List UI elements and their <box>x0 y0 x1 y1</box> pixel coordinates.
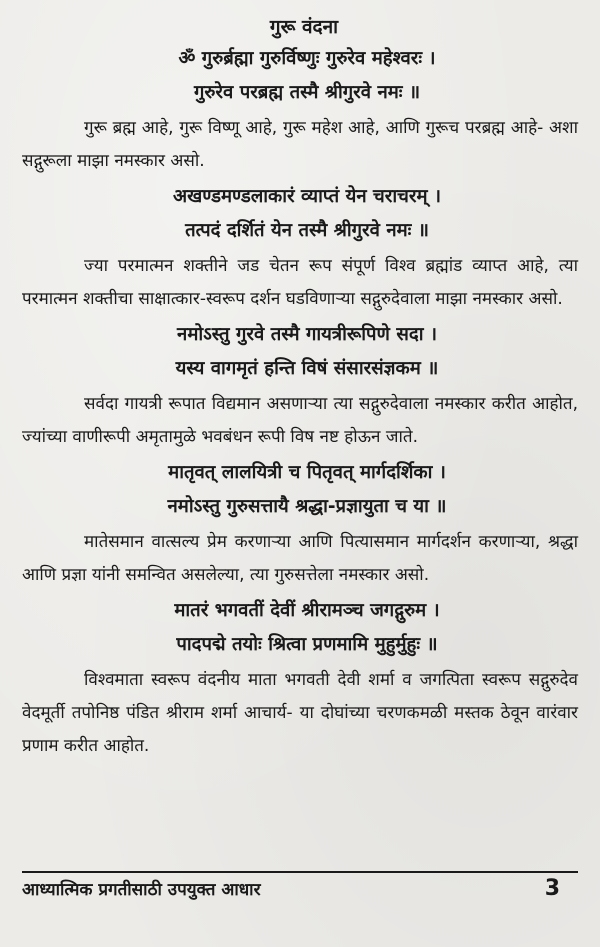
footer-divider <box>22 871 578 873</box>
section-3 <box>22 318 578 454</box>
verse-line: ॐ गुरुर्ब्रह्मा गुरुर्विष्णुः गुरुरेव महेश्वरः । <box>178 48 436 69</box>
verse-line: पादपद्मे तयोः श्रित्वा प्रणमामि मुहुर्मुहुः ॥ <box>176 634 438 655</box>
verse-meaning-text: गुरू ब्रह्म आहे, गुरू विष्णू आहे, गुरू महेश आहे, आणि गुरूच परब्रह्म आहे- अशा सद्गुरूला माझा नमस्कार असो. <box>22 118 578 171</box>
verse-line: नमोऽस्तु गुरुसत्तायै श्रद्धा-प्रज्ञायुता च या ॥ <box>167 496 447 517</box>
verse-line: यस्य वागमृतं हन्ति विषं संसारसंज्ञकम ॥ <box>175 358 439 379</box>
running-footer-title: आध्यात्मिक प्रगतीसाठी उपयुक्त आधार <box>22 880 261 900</box>
verse-line: तत्पदं दर्शितं येन तस्मै श्रीगुरवे नमः ॥ <box>185 220 429 241</box>
page-footer <box>22 876 578 901</box>
section-5 <box>22 594 578 763</box>
verse-line: नमोऽस्तु गुरवे तस्मै गायत्रीरूपिणे सदा । <box>177 324 437 345</box>
verse-meaning-text: मातेसमान वात्सल्य प्रेम करणाऱ्या आणि पित्यासमान मार्गदर्शन करणाऱ्या, श्रद्धा आणि प्रज्ञा यांनी समन्वित असलेल्या, त्या गुरुसत्तेला नमस्कार असो. <box>22 532 578 585</box>
verse-meaning-text: सर्वदा गायत्री रूपात विद्यमान असणाऱ्या त्या सद्गुरुदेवाला नमस्कार करीत आहोत, ज्यांच्या वाणीरूपी अमृतामुळे भवबंधन रूपी विष नष्ट होऊन जाते. <box>22 394 578 447</box>
verse-meaning-text: ज्या परमात्मन शक्तीने जड चेतन रूप संपूर्ण विश्व ब्रह्मांड व्याप्त आहे, त्या परमात्मन शक्तीचा साक्षात्कार-स्वरूप दर्शन घडविणाऱ्या सद्गुरुदेवाला माझा नमस्कार असो. <box>22 256 578 309</box>
verse-meaning <box>22 112 578 178</box>
page-title: गुरू वंदना <box>269 16 339 38</box>
section-4 <box>22 456 578 592</box>
verse-meaning <box>22 388 578 454</box>
verse-line: मातृवत् लालयित्री च पितृवत् मार्गदर्शिका । <box>168 462 446 483</box>
page-number: 3 <box>544 876 560 901</box>
verse-line: मातरं भगवतीं देवीं श्रीरामञ्च जगद्गुरुम । <box>174 600 440 621</box>
section-1 <box>22 42 578 178</box>
section-2 <box>22 180 578 316</box>
verse-line: गुरुरेव परब्रह्म तस्मै श्रीगुरवे नमः ॥ <box>193 82 421 103</box>
verse-meaning-text: विश्वमाता स्वरूप वंदनीय माता भगवती देवी शर्मा व जगत्पिता स्वरूप सद्गुरुदेव वेदमूर्ती तपोनिष्ठ पंडित श्रीराम शर्मा आचार्य- या दोघांच्या चरणकमळी मस्तक ठेवून वारंवार प्रणाम करीत आहोत. <box>22 670 578 756</box>
verse-line: अखण्डमण्डलाकारं व्याप्तं येन चराचरम् । <box>173 186 441 207</box>
verse-meaning <box>22 664 578 763</box>
verse-meaning <box>22 250 578 316</box>
verse-meaning <box>22 526 578 592</box>
page-content <box>22 12 578 765</box>
